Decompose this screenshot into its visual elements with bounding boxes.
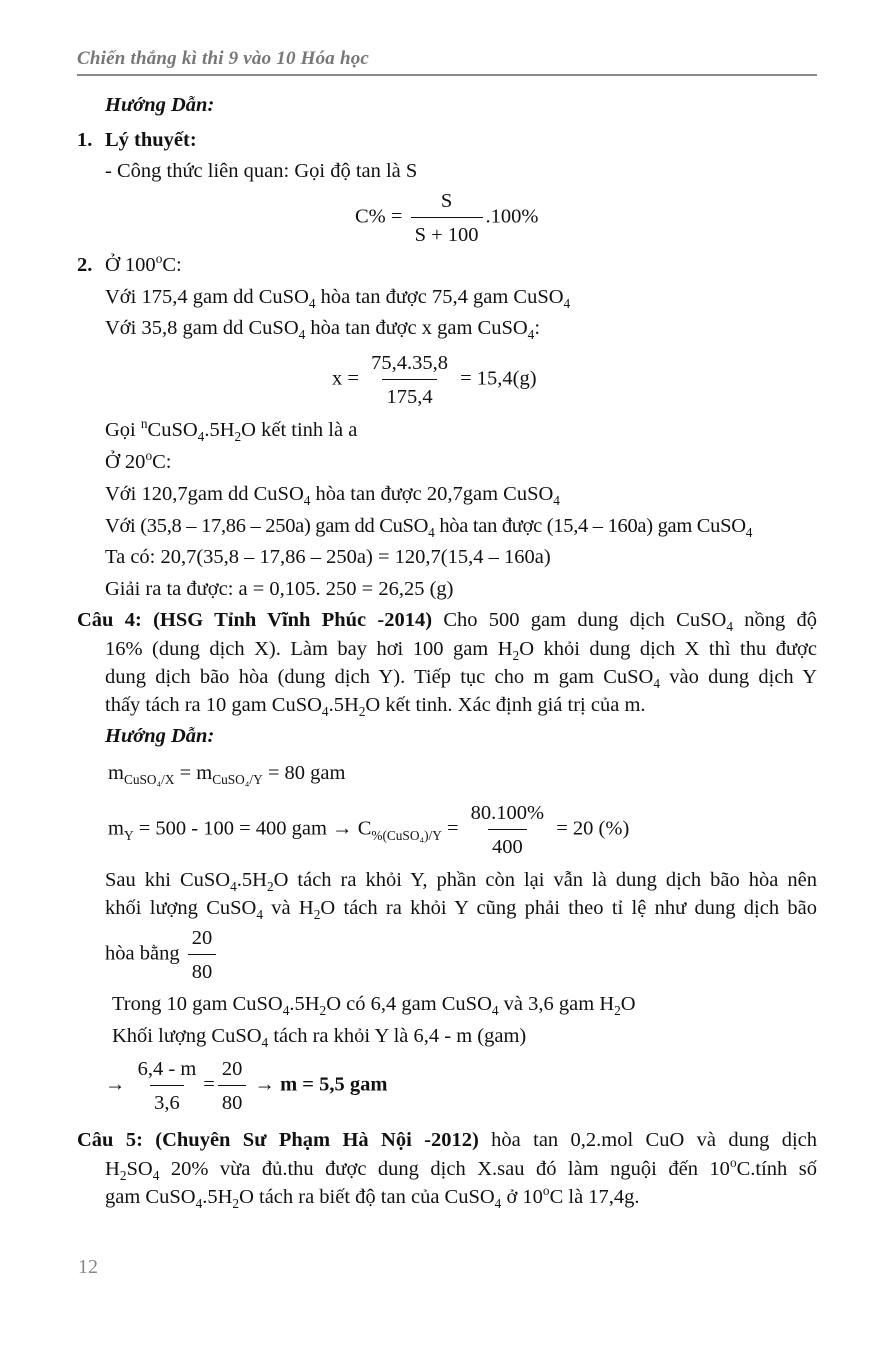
- page-number: 12: [78, 1256, 98, 1278]
- text-run: hòa tan được 20,7gam CuSO: [310, 483, 554, 505]
- text-run: Khối lượng CuSO: [112, 1025, 262, 1047]
- text-line-sau-khi: [105, 867, 817, 893]
- text-run: .5H: [328, 694, 359, 716]
- subscript: 4: [563, 296, 571, 312]
- text-line-formula-c: [355, 188, 538, 248]
- fraction: [218, 1056, 247, 1116]
- subscript: 2: [319, 1003, 327, 1019]
- subscript: 4: [303, 493, 311, 509]
- subscript: 4: [745, 525, 753, 541]
- text-run: và H: [262, 897, 314, 919]
- fraction: [411, 188, 483, 248]
- subscript: 4: [282, 1003, 290, 1019]
- running-header: Chiến thắng kì thi 9 vào 10 Hóa học: [77, 48, 370, 69]
- text-run: khối lượng CuSO: [105, 897, 257, 919]
- bold-text: Lý thuyết:: [105, 129, 197, 151]
- text-line-cau5-3: [105, 1184, 817, 1210]
- text-line-o-100: [105, 252, 182, 278]
- text-run: Với (35,8 – 17,86 – 250a) gam dd CuSO: [105, 515, 429, 537]
- text-line-m-cuso4: [108, 760, 345, 786]
- text-run: Gọi: [105, 419, 141, 441]
- subscript: 4: [653, 676, 660, 692]
- subscript: 2: [358, 704, 366, 720]
- text-run: →: [249, 1073, 281, 1096]
- denominator: S + 100: [411, 217, 483, 248]
- fraction: [188, 925, 217, 985]
- subscript: 2: [512, 648, 520, 664]
- subscript: 4: [494, 1196, 502, 1212]
- text-line-huong-dan-1: [105, 92, 214, 118]
- text-run: m: [108, 817, 124, 840]
- text-line-voi-120: [105, 481, 560, 507]
- text-run: =: [203, 1073, 215, 1096]
- denominator: 175,4: [382, 379, 436, 410]
- denominator: 80: [218, 1085, 247, 1116]
- subscript: 4: [726, 619, 733, 635]
- bold-text: Câu 5: (Chuyên Sư Phạm Hà Nội -2012): [77, 1129, 479, 1151]
- text-line-trong-10: [112, 991, 636, 1017]
- text-run: hòa tan được (15,4 – 160a) gam CuSO: [434, 515, 746, 537]
- superscript: o: [155, 251, 163, 267]
- subscript: 4: [321, 704, 329, 720]
- subscript: 2: [119, 1168, 127, 1184]
- text-run: và 3,6 gam H: [498, 993, 615, 1015]
- text-run: hòa tan được 75,4 gam CuSO: [315, 286, 564, 308]
- text-run: 20% vừa đủ.thu được dung dịch X.sau đó làm nguội đến 10: [159, 1158, 730, 1180]
- text-line-huong-dan-2: [105, 723, 214, 749]
- text-line-cau4-3: [105, 664, 817, 690]
- text-run: x =: [332, 367, 365, 390]
- text-run: = 500 - 100 = 400 gam → C: [133, 817, 372, 840]
- superscript: n: [140, 416, 148, 432]
- text-line-giai-ra: [105, 576, 454, 602]
- subscript: 2: [266, 879, 274, 895]
- text-run: O tách ra khỏi Y cũng phải theo tỉ lệ như dung dịch bão: [320, 897, 817, 919]
- text-run: .5H: [204, 419, 235, 441]
- text-line-voi-35: [105, 315, 540, 341]
- subscript: 4: [261, 1035, 269, 1051]
- text-run: hòa tan 0,2.mol CuO và dung dịch: [478, 1129, 817, 1151]
- text-run: O tách ra biết độ tan của CuSO: [239, 1186, 495, 1208]
- text-run: C:: [162, 254, 182, 276]
- text-run: CuSO: [147, 419, 198, 441]
- numerator: S: [440, 190, 453, 212]
- text-run: Ở 20: [105, 451, 146, 473]
- text-run: C là 17,4g.: [549, 1186, 640, 1208]
- text-line-formula-x: [332, 350, 537, 410]
- text-line-voi-paren: [105, 513, 752, 539]
- text-run: ở 10: [501, 1186, 543, 1208]
- text-run: nồng độ: [732, 609, 817, 631]
- subscript: 4: [491, 1003, 499, 1019]
- text-run: O kết tinh là a: [241, 419, 358, 441]
- subscript: %(CuSO₄)/Y: [371, 827, 442, 843]
- subscript: 4: [298, 327, 306, 343]
- subscript: 4: [195, 1196, 203, 1212]
- text-run: C:: [152, 451, 172, 473]
- text-line-cau4-2: [105, 636, 817, 662]
- text-run: 16% (dung dịch X). Làm bay hơi 100 gam H: [105, 638, 513, 660]
- text-line-khoi-luong-2: [112, 1023, 526, 1049]
- subscript: 4: [256, 907, 263, 923]
- text-line-cong-thuc: [105, 158, 417, 184]
- text-run: = m: [174, 762, 213, 784]
- text-run: O tách ra khỏi Y, phần còn lại vẫn là dung dịch bão hòa nên: [273, 869, 817, 891]
- text-run: O có 6,4 gam CuSO: [326, 993, 492, 1015]
- text-run: Ở 100: [105, 254, 156, 276]
- text-run: .5H: [202, 1186, 233, 1208]
- text-line-hoa-bang: [105, 925, 219, 985]
- text-run: .5H: [236, 869, 267, 891]
- subscript: 2: [234, 429, 242, 445]
- fraction: [134, 1056, 201, 1116]
- text-run: gam CuSO: [105, 1186, 196, 1208]
- text-run: .100%: [485, 205, 539, 228]
- subscript: CuSO₄/Y: [212, 772, 263, 788]
- bold-text: m = 5,5 gam: [280, 1073, 388, 1096]
- subscript: 4: [428, 525, 435, 541]
- text-run: hòa tan được x gam CuSO: [305, 317, 528, 339]
- text-run: m: [108, 762, 124, 784]
- text-run: →: [105, 1073, 131, 1096]
- superscript: o: [729, 1155, 737, 1171]
- text-run: Với 35,8 gam dd CuSO: [105, 317, 299, 339]
- text-run: = 20 (%): [551, 817, 630, 840]
- superscript: o: [145, 448, 153, 464]
- text-line-cau4-1: [77, 607, 817, 633]
- text-run: =: [441, 817, 464, 840]
- text-run: = 80 gam: [262, 762, 346, 784]
- text-run: dung dịch bão hòa (dung dịch Y). Tiếp tục cho m gam CuSO: [105, 666, 654, 688]
- numerator: 80.100%: [470, 802, 545, 824]
- text-line-goi-a: [105, 417, 357, 443]
- italic-heading: Hướng Dẫn:: [105, 725, 215, 747]
- header-divider: [77, 74, 817, 76]
- text-run: O kết tinh. Xác định giá trị của m.: [365, 694, 646, 716]
- text-line-cau4-4: [105, 692, 817, 718]
- text-run: O: [620, 993, 636, 1015]
- subscript: Y: [123, 827, 134, 843]
- text-run: tách ra khỏi Y là 6,4 - m (gam): [268, 1025, 527, 1047]
- numerator: 75,4.35,8: [371, 352, 448, 374]
- text-run: Cho 500 gam dung dịch CuSO: [432, 609, 727, 631]
- text-run: Trong 10 gam CuSO: [112, 993, 283, 1015]
- text-line-ta-co: [105, 544, 551, 570]
- text-line-cau5-1: [77, 1127, 817, 1153]
- text-line-voi-175: [105, 284, 570, 310]
- subscript: 4: [152, 1168, 160, 1184]
- text-run: O khỏi dung dịch X thì thu được: [519, 638, 817, 660]
- subscript: 4: [527, 327, 535, 343]
- denominator: 80: [188, 954, 217, 985]
- bold-text: Câu 4: (HSG Tỉnh Vĩnh Phúc -2014): [77, 609, 433, 631]
- numerator: 20: [221, 1058, 243, 1080]
- denominator: 400: [488, 829, 527, 860]
- subscript: 4: [197, 429, 205, 445]
- text-run: hòa bằng: [105, 942, 185, 965]
- subscript: 2: [232, 1196, 240, 1212]
- text-run: Ta có: 20,7(35,8 – 17,86 – 250a) = 120,7(15,4 – 160a): [105, 546, 551, 568]
- text-run: .5H: [289, 993, 320, 1015]
- subscript: CuSO₄/X: [123, 772, 175, 788]
- subscript: 4: [553, 493, 560, 509]
- text-run: Với 120,7gam dd CuSO: [105, 483, 304, 505]
- subscript: 4: [230, 879, 237, 895]
- fraction: [467, 800, 548, 860]
- list-number: 2.: [77, 254, 93, 276]
- text-run: C.tính số: [736, 1158, 817, 1180]
- text-run: C% =: [355, 205, 408, 228]
- text-run: H: [105, 1158, 120, 1180]
- italic-heading: Hướng Dẫn:: [105, 94, 215, 116]
- text-run: thấy tách ra 10 gam CuSO: [105, 694, 322, 716]
- numerator: 6,4 - m: [137, 1058, 197, 1080]
- list-number: 1.: [77, 129, 93, 151]
- text-run: SO: [126, 1158, 153, 1180]
- fraction: [367, 350, 452, 410]
- text-line-o-20: [105, 449, 171, 475]
- text-run: = 15,4(g): [454, 367, 537, 390]
- text-run: vào dung dịch Y: [659, 666, 817, 688]
- text-run: Sau khi CuSO: [105, 869, 231, 891]
- text-line-khoi-luong-1: [105, 895, 817, 921]
- text-line-m-y: [108, 800, 629, 860]
- subscript: 2: [313, 907, 321, 923]
- text-run: Với 175,4 gam dd CuSO: [105, 286, 309, 308]
- numerator: 20: [191, 927, 213, 949]
- text-run: :: [534, 317, 541, 339]
- text-line-ket-qua: [105, 1056, 387, 1116]
- subscript: 4: [308, 296, 316, 312]
- denominator: 3,6: [150, 1085, 184, 1116]
- text-line-cau5-2: [105, 1156, 817, 1182]
- text-run: - Công thức liên quan: Gọi độ tan là S: [105, 160, 418, 182]
- text-line-ly-thuyet: [105, 127, 197, 153]
- text-run: Giải ra ta được: a = 0,105. 250 = 26,25 (g): [105, 578, 454, 600]
- subscript: 2: [614, 1003, 621, 1019]
- superscript: o: [542, 1183, 550, 1199]
